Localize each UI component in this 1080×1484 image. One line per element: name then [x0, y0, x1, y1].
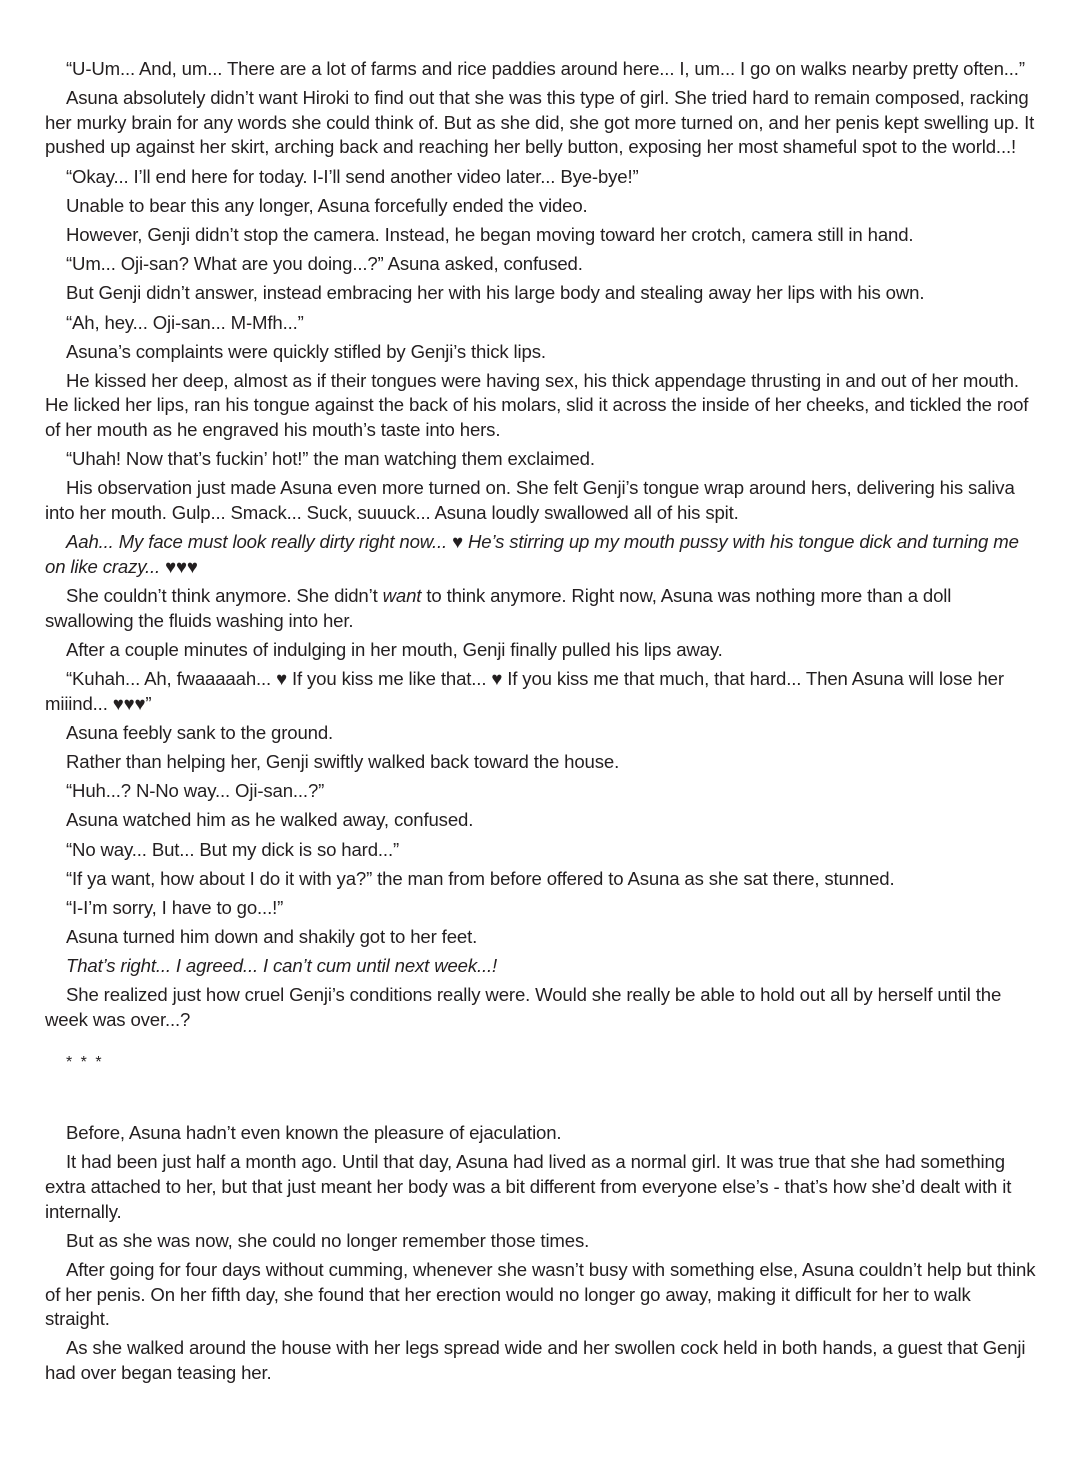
italic-text: That’s right... I agreed... I can’t cum until next week...!	[66, 955, 498, 977]
text: “No way... But... But my dick is so hard...”	[66, 838, 400, 860]
italic-text: Aah... My face must look really dirty right now... ♥ He’s stirring up my mouth pussy with his tongue dick and turning me on like crazy... ♥♥♥	[45, 531, 1019, 577]
text: But as she was now, she could no longer remember those times.	[66, 1229, 590, 1251]
paragraph	[45, 223, 1037, 248]
paragraph	[45, 1258, 1037, 1332]
text: After a couple minutes of indulging in her mouth, Genji finally pulled his lips away.	[66, 638, 723, 660]
paragraph	[45, 667, 1037, 716]
italic-text: want	[382, 585, 422, 606]
text: “Uhah! Now that’s fuckin’ hot!” the man watching them exclaimed.	[66, 448, 595, 470]
text: Rather than helping her, Genji swiftly walked back toward the house.	[66, 750, 620, 772]
text: Asuna turned him down and shakily got to her feet.	[66, 926, 478, 948]
text: His observation just made Asuna even more turned on. She felt Genji’s tongue wrap around hers, delivering his saliva into her mouth. Gulp... Smack... Suck, suuuck... Asuna loudly swallowed all of his spit.	[45, 477, 1015, 524]
text: But Genji didn’t answer, instead embracing her with his large body and stealing away her lips with his own.	[66, 282, 925, 304]
paragraph	[45, 86, 1037, 160]
text: Asuna’s complaints were quickly stifled by Genji’s thick lips.	[66, 340, 546, 362]
paragraph	[45, 721, 1037, 746]
text-section-2	[45, 1121, 1037, 1385]
text: “Okay... I’ll end here for today. I-I’ll send another video later... Bye-bye!”	[66, 165, 639, 187]
paragraph	[45, 252, 1037, 277]
text: He kissed her deep, almost as if their tongues were having sex, his thick appendage thrusting in and out of her mouth. He licked her lips, ran his tongue against the back of his molars, slid it across the inside of her cheeks, and tickled the roof of her mouth as he engraved his mouth’s taste into hers.	[45, 369, 1029, 441]
text: “I-I’m sorry, I have to go...!”	[66, 896, 284, 918]
text: Unable to bear this any longer, Asuna forcefully ended the video.	[66, 194, 588, 216]
paragraph	[45, 1121, 1037, 1146]
text: “Ah, hey... Oji-san... M-Mfh...”	[66, 311, 304, 333]
text: As she walked around the house with her legs spread wide and her swollen cock held in both hands, a guest that Genji had over began teasing her.	[45, 1337, 1026, 1383]
paragraph	[45, 867, 1037, 892]
paragraph	[45, 530, 1037, 579]
paragraph	[45, 808, 1037, 833]
text: to think anymore. Right now, Asuna was nothing more than a doll swallowing the fluids washing into her.	[45, 585, 952, 631]
text: Asuna watched him as he walked away, confused.	[66, 809, 474, 831]
scene-separator: * * *	[66, 1053, 104, 1071]
paragraph	[45, 165, 1037, 190]
paragraph	[45, 584, 1037, 633]
text: She couldn’t think anymore. She didn’t	[66, 585, 383, 606]
text: Before, Asuna hadn’t even known the pleasure of ejaculation.	[66, 1122, 562, 1144]
text: “U-Um... And, um... There are a lot of farms and rice paddies around here... I, um... I go on walks nearby pretty often...”	[66, 58, 1025, 79]
paragraph	[45, 476, 1037, 525]
text: Asuna feebly sank to the ground.	[66, 721, 334, 743]
paragraph	[45, 447, 1037, 472]
paragraph	[45, 194, 1037, 219]
text: “If ya want, how about I do it with ya?” the man from before offered to Asuna as she sat there, stunned.	[66, 867, 895, 889]
paragraph	[45, 340, 1037, 365]
text: She realized just how cruel Genji’s conditions really were. Would she really be able to hold out all by herself until the week was over...?	[45, 984, 1002, 1031]
paragraph	[45, 954, 1037, 979]
paragraph	[45, 1229, 1037, 1254]
text: It had been just half a month ago. Until that day, Asuna had lived as a normal girl. It was true that she had something extra attached to her, but that just meant her body was a bit different from everyone else’s - that’s how she’d dealt with it internally.	[45, 1151, 1012, 1222]
paragraph	[45, 638, 1037, 663]
paragraph	[45, 925, 1037, 950]
paragraph	[45, 838, 1037, 863]
text: “Um... Oji-san? What are you doing...?” Asuna asked, confused.	[66, 253, 583, 275]
paragraph	[45, 57, 1037, 82]
paragraph	[45, 750, 1037, 775]
text: However, Genji didn’t stop the camera. Instead, he began moving toward her crotch, camera still in hand.	[66, 223, 914, 245]
paragraph	[45, 281, 1037, 306]
text: Asuna absolutely didn’t want Hiroki to find out that she was this type of girl. She tried hard to remain composed, racking her murky brain for any words she could think of. But as she did, she got more turned on, and her penis kept swelling up. It pushed up against her skirt, arching back and reaching her belly button, exposing her most shameful spot to the world...!	[45, 87, 1035, 158]
paragraph	[45, 896, 1037, 921]
text-section-1	[45, 57, 1037, 1033]
text: “Kuhah... Ah, fwaaaaah... ♥ If you kiss me like that... ♥ If you kiss me that much, that hard... Then Asuna will lose her miiind... ♥♥♥”	[45, 667, 1004, 714]
paragraph	[45, 311, 1037, 336]
paragraph	[45, 983, 1037, 1032]
paragraph	[45, 1150, 1037, 1224]
paragraph	[45, 369, 1037, 443]
text: “Huh...? N-No way... Oji-san...?”	[66, 780, 325, 802]
paragraph	[45, 779, 1037, 804]
paragraph	[45, 1336, 1037, 1385]
text: After going for four days without cumming, whenever she wasn’t busy with something else, Asuna couldn’t help but think of her penis. On her fifth day, she found that her erection would no longer go away, making it difficult for her to walk straight.	[45, 1258, 1036, 1330]
document-page	[45, 57, 1037, 1390]
